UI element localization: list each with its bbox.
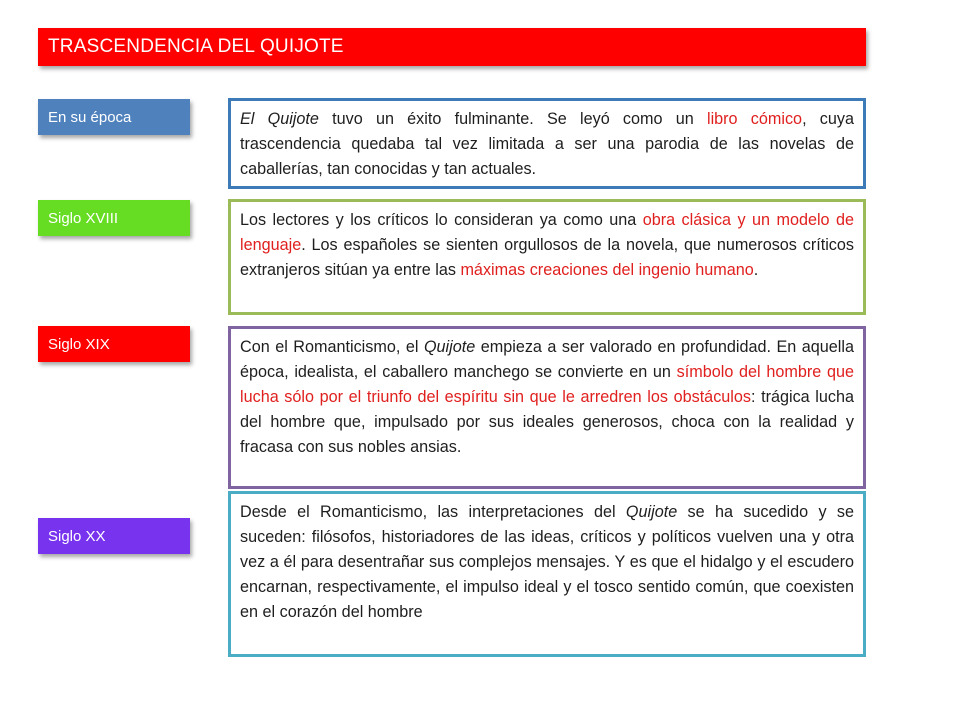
highlighted-text: símbolo del hombre que lucha sólo por el triunfo del espíritu sin que le arredren los obstáculos: [240, 363, 854, 406]
text-fragment: Quijote: [423, 338, 476, 356]
highlighted-text: libro cómico: [706, 110, 803, 128]
text-fragment: Con el Romanticismo, el: [240, 338, 424, 356]
text-fragment: se ha sucedido y se suceden: filósofos, historiadores de las ideas, críticos y políticos vuelven una y otra vez a él para desentrañar sus complejos mensajes. Y es que el hidalgo y el escudero encarnan, respectivamente, el impulso ideal y el tosco sentido común, que coexisten en el corazón del hombre: [240, 503, 854, 621]
text-fragment: .: [753, 261, 759, 279]
text-fragment: : trágica lucha del hombre que, impulsado por sus ideales generosos, choca con la realidad y fracasa con sus nobles ansias.: [240, 388, 854, 456]
text-fragment: . Los españoles se sienten orgullosos de la novela, que numerosos críticos extranjeros sitúan ya entre las: [240, 236, 854, 279]
era-label-siglo-xix: Siglo XIX: [38, 326, 190, 362]
text-fragment: El Quijote: [240, 110, 319, 128]
era-text-siglo-xviii: [228, 199, 866, 315]
era-text-en-su-epoca: [228, 98, 866, 189]
text-fragment: tuvo un éxito fulminante. Se leyó como un: [318, 110, 707, 128]
era-label-en-su-epoca: En su época: [38, 99, 190, 135]
era-text-siglo-xix: [228, 326, 866, 489]
text-fragment: , cuya trascendencia quedaba tal vez limitada a ser una parodia de las novelas de caballerías, tan conocidas y tan actuales.: [240, 110, 854, 178]
slide-title: TRASCENDENCIA DEL QUIJOTE: [38, 28, 866, 66]
highlighted-text: obra clásica y un modelo de lenguaje: [240, 211, 854, 254]
text-fragment: Quijote: [625, 503, 678, 521]
era-label-siglo-xx: Siglo XX: [38, 518, 190, 554]
text-fragment: Desde el Romanticismo, las interpretaciones del: [240, 503, 626, 521]
text-fragment: Los lectores y los críticos lo consideran ya como una: [240, 211, 643, 229]
highlighted-text: máximas creaciones del ingenio humano: [460, 261, 754, 279]
era-text-siglo-xx: [228, 491, 866, 657]
era-label-siglo-xviii: Siglo XVIII: [38, 200, 190, 236]
text-fragment: empieza a ser valorado en profundidad. En aquella época, idealista, el caballero manchego se convierte en un: [240, 338, 854, 381]
